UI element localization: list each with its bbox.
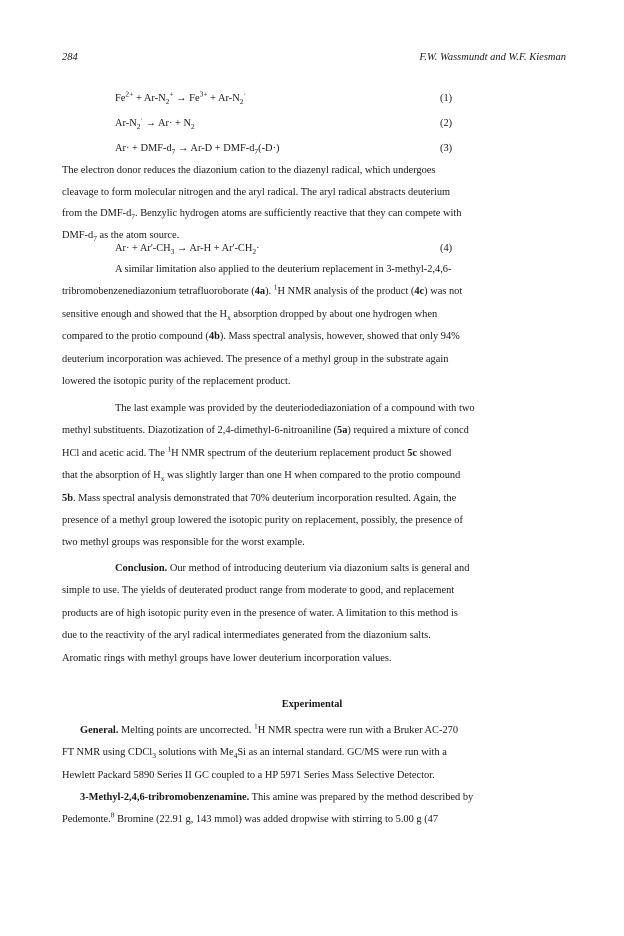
- subscript: 2: [190, 122, 195, 132]
- conclusion-line: Conclusion. Our method of introducing deuterium via diazonium salts is general and: [115, 563, 470, 574]
- subscript: x: [160, 474, 165, 484]
- paragraph-3-line: HCl and acetic acid. The $^1$H NMR spectrum of the deuterium replacement product 5c showed: [62, 444, 452, 459]
- superscript: 1: [167, 444, 172, 454]
- subscript: 2: [239, 97, 244, 107]
- paragraph-3-line: two methyl groups was responsible for the worst example.: [62, 537, 305, 549]
- equation-3: Ar· + DMF-$d_7 \to Ar-D + DMF-d_7(-D\cdot)$: [115, 143, 280, 157]
- page-number: 284: [62, 52, 78, 63]
- paragraph-2-line: tribromobenzenediazonium tetrafluoroborate (4a). $^1$H NMR analysis of the product (4c) was not: [62, 282, 463, 298]
- subscript: 7: [254, 147, 259, 157]
- general-line: Hewlett Packard 5890 Series II GC coupled to a HP 5971 Series Mass Selective Detector.: [62, 769, 435, 781]
- general-line: General. Melting points are uncorrected. $^1$H NMR spectra were run with a Bruker AC-270: [80, 721, 459, 736]
- equation-2: $Ar-N_2^\cdot \to Ar\cdot + N_2$: [115, 114, 195, 132]
- paragraph-2-line: compared to the protio compound (4b). Mass spectral analysis, however, showed that only 94%: [62, 331, 460, 343]
- bold-run: General.: [80, 725, 119, 736]
- conclusion-line: simple to use. The yields of deuterated product range from moderate to good, and replacement: [62, 585, 455, 597]
- general-line: FT NMR using CDCl$_3$ solutions with $Me_4Si$ as an internal standard. GC/MS were run with a: [62, 747, 447, 761]
- subscript: 7: [171, 147, 176, 157]
- bold-run: 5b: [62, 492, 73, 504]
- compound-line: 3-Methyl-2,4,6-tribromobenzenamine. This amine was prepared by the method described by: [80, 792, 474, 803]
- superscript: 8: [110, 810, 115, 820]
- paragraph-2-line: deuterium incorporation was achieved. The presence of a methyl group in the substrate again: [62, 353, 449, 365]
- section-heading-experimental: Experimental: [281, 699, 343, 710]
- bold-run: 5a: [337, 425, 348, 437]
- equation-number-2: (2): [440, 118, 453, 129]
- bold-run: 3-Methyl-2,4,6-tribromobenzenamine.: [80, 792, 250, 803]
- running-header: [62, 52, 566, 66]
- paragraph-2-line: A similar limitation also applied to the deuterium replacement in 3-methyl-2,4,6-: [115, 264, 452, 275]
- superscript: +: [169, 89, 174, 99]
- bold-run: 5c: [407, 447, 417, 459]
- subscript: 7: [131, 212, 136, 222]
- conclusion-line: due to the reactivity of the aryl radical intermediates generated from the diazonium salts.: [62, 630, 431, 642]
- equation-number-1: (1): [440, 93, 453, 104]
- equation-1: $Fe^{2+} + Ar-N_2^+ \to Fe^{3+} + Ar-N_2^\cdot$: [115, 89, 246, 107]
- bold-run: 4b: [208, 331, 220, 343]
- running-authors: F.W. Wassmundt and W.F. Kiesman: [419, 52, 566, 63]
- paragraph-3-line: presence of a methyl group lowered the isotopic purity on replacement, possibly, the presence of: [62, 515, 463, 526]
- paragraph-1-line: from the DMF-$d_7$. Benzylic hydrogen atoms are sufficiently reactive that they can compete with: [62, 208, 462, 222]
- subscript: 2: [165, 97, 170, 107]
- bold-run: 4a: [254, 286, 266, 298]
- superscript: 1: [254, 721, 258, 731]
- equation-number-3: (3): [440, 143, 453, 154]
- bold-run: 4c: [414, 286, 425, 298]
- subscript: 3: [170, 247, 175, 257]
- superscript: 2+: [125, 89, 134, 99]
- superscript: ·: [243, 89, 246, 99]
- paragraph-1-line: cleavage to form molecular nitrogen and the aryl radical. The aryl radical abstracts deuterium: [62, 186, 451, 198]
- subscript: 2: [252, 247, 257, 257]
- paragraph-3-line: 5b. Mass spectral analysis demonstrated that 70% deuterium incorporation resulted. Again, the: [62, 492, 457, 504]
- subscript: 4: [233, 751, 238, 761]
- equation-number-4: (4): [440, 243, 453, 254]
- superscript: 3+: [199, 89, 208, 99]
- superscript: ·: [140, 114, 143, 124]
- paragraph-3-line: methyl substituents. Diazotization of 2,4-dimethyl-6-nitroaniline (5a) required a mixture of concd: [62, 425, 469, 437]
- subscript: 2: [136, 122, 141, 132]
- equation-4: $Ar\cdot + Ar'-CH_3 \to Ar-H + Ar'-CH_2\cdot$: [115, 243, 260, 257]
- paragraph-2-line: lowered the isotopic purity of the replacement product.: [62, 376, 291, 387]
- subscript: 3: [152, 751, 156, 761]
- bold-run: Conclusion.: [115, 563, 168, 574]
- superscript: 1: [273, 282, 278, 292]
- subscript: 7: [93, 233, 97, 243]
- paragraph-3-line: The last example was provided by the deuteriodediazoniation of a compound with two: [115, 403, 475, 414]
- compound-line: Pedemonte.$^8$ Bromine (22.91 g, 143 mmol) was added dropwise with stirring to 5.00 g (47: [62, 810, 439, 826]
- conclusion-line: products are of high isotopic purity even in the presence of water. A limitation to this method is: [62, 607, 458, 619]
- conclusion-line: Aromatic rings with methyl groups have lower deuterium incorporation values.: [62, 652, 392, 664]
- paragraph-1-line: The electron donor reduces the diazonium cation to the diazenyl radical, which undergoes: [62, 165, 436, 176]
- paragraph-2-line: sensitive enough and showed that the $H_x$ absorption dropped by about one hydrogen when: [62, 308, 438, 322]
- subscript: x: [227, 312, 231, 322]
- paragraph-1-line: DMF-$d_7$ as the atom source.: [62, 229, 180, 243]
- paragraph-3-line: that the absorption of $H_x$ was slightly larger than one H when compared to the protio compound: [62, 470, 461, 484]
